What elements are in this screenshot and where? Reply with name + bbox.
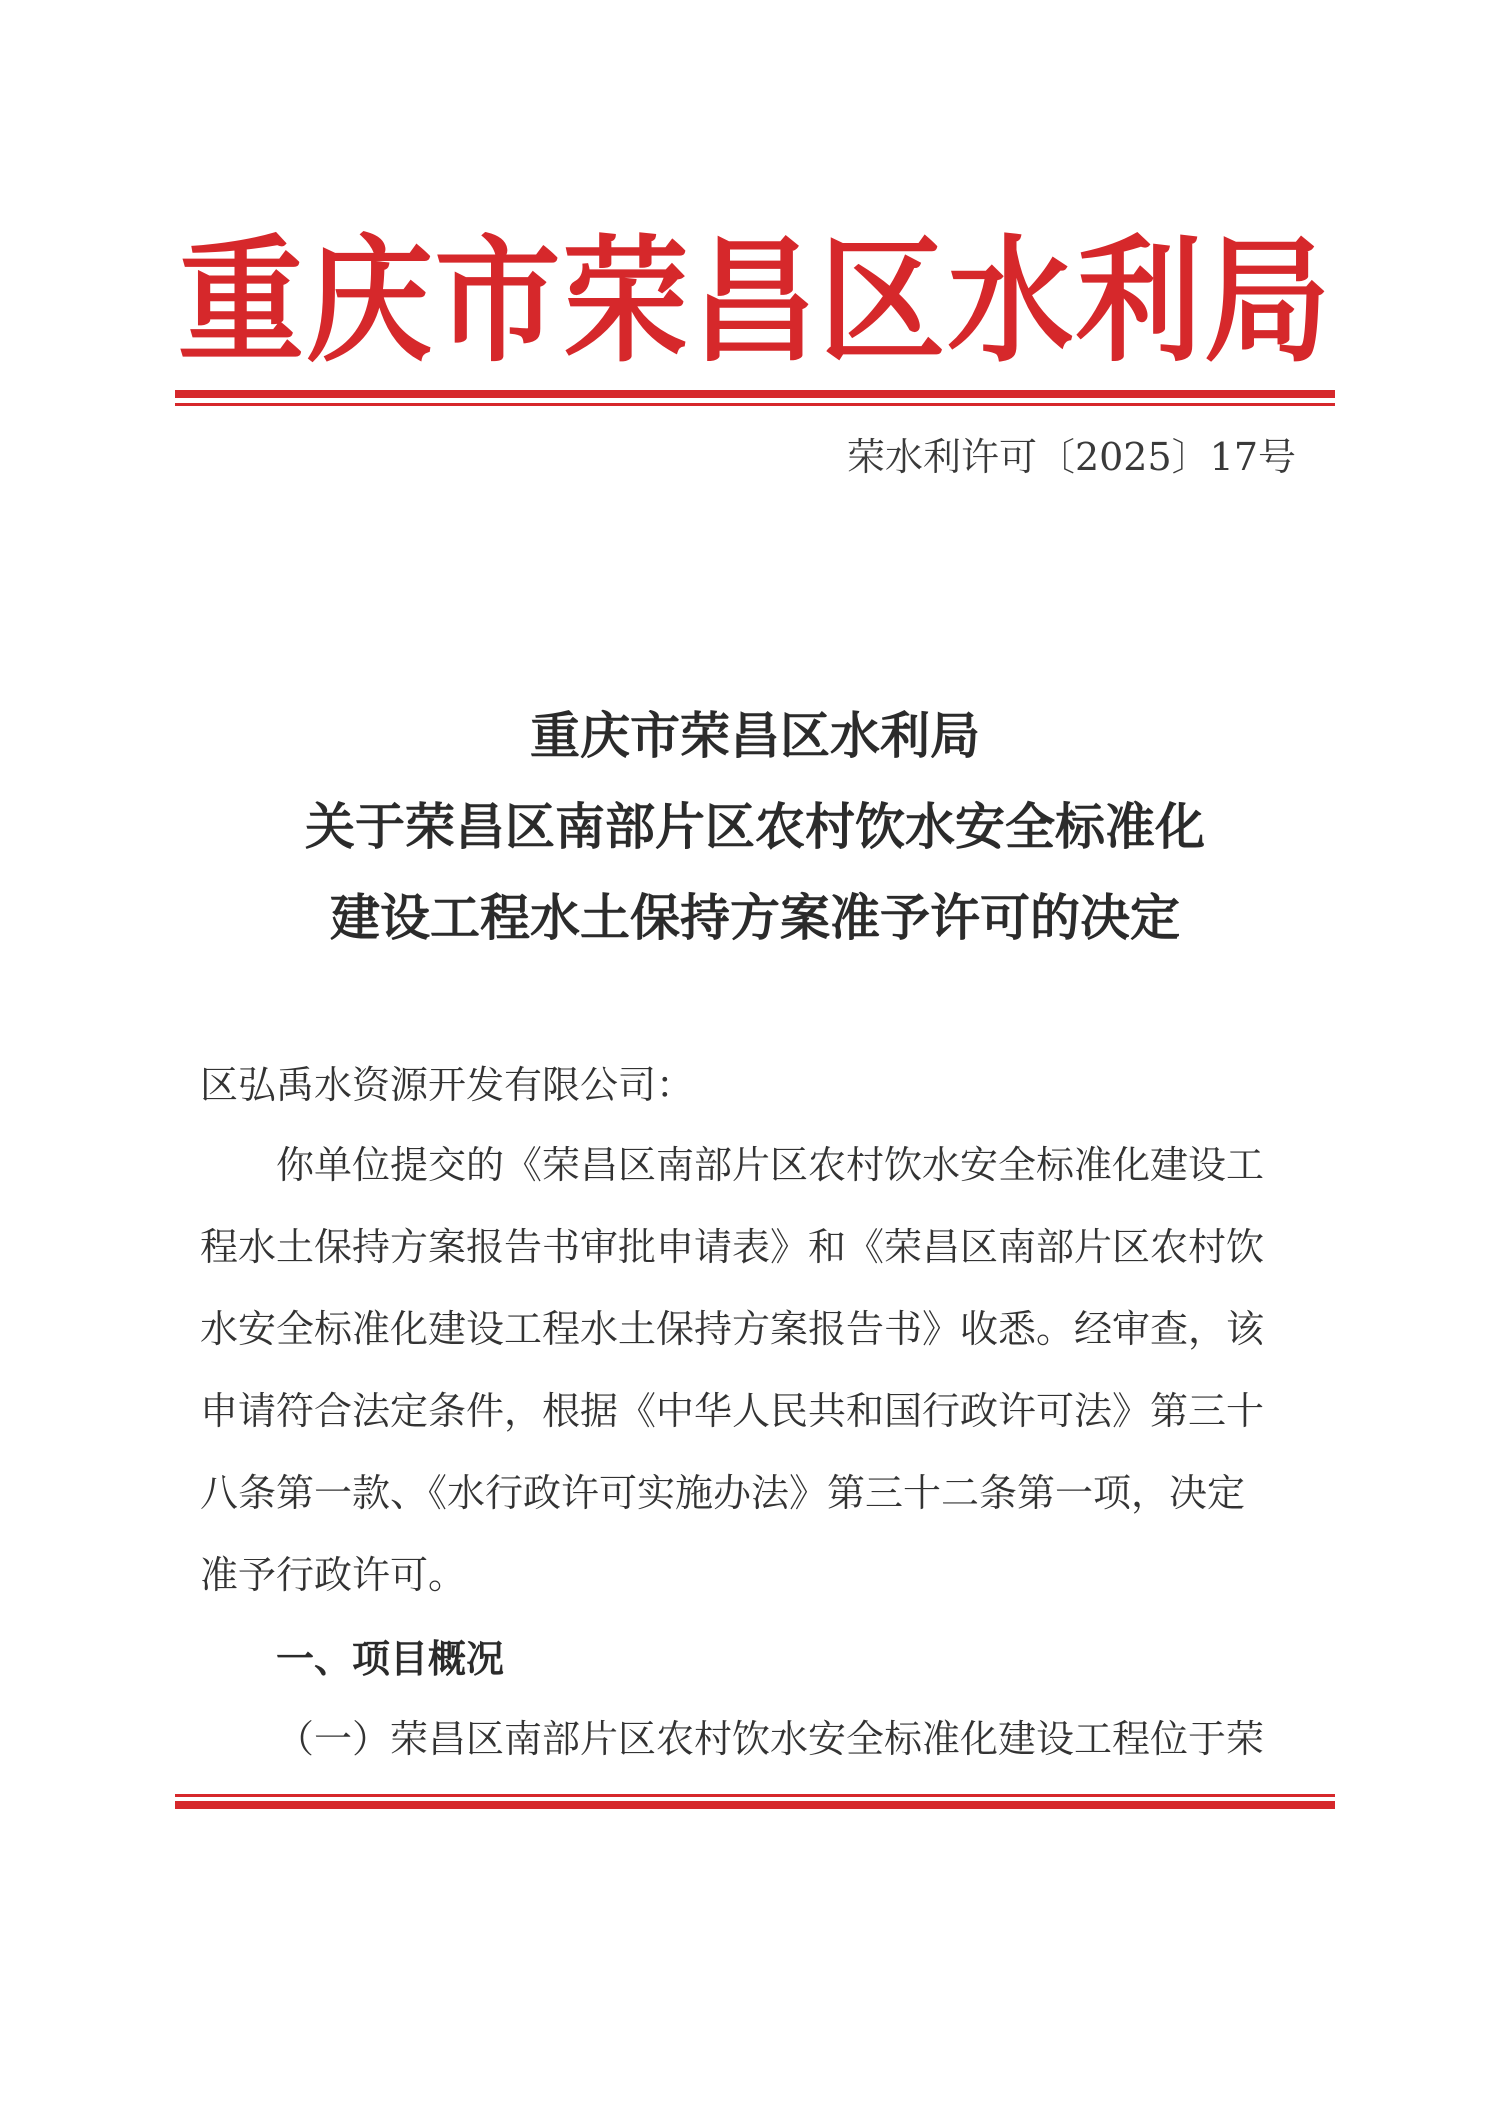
masthead-char: 昌 — [691, 222, 817, 381]
masthead-char: 局 — [1204, 222, 1330, 381]
paragraph-2-line: （一）荣昌区南部片区农村饮水安全标准化建设工程位于荣 — [276, 1717, 1265, 1761]
masthead-char: 庆 — [306, 222, 433, 381]
masthead-char: 重 — [178, 222, 304, 381]
document-title-line-1: 重庆市荣昌区水利局 — [530, 707, 980, 765]
paragraph-1-line: 你单位提交的《荣昌区南部片区农村饮水安全标准化建设工 — [276, 1143, 1265, 1187]
masthead-char: 水 — [947, 222, 1074, 381]
paragraph-2 — [200, 1698, 1310, 1780]
paragraph-1 — [200, 1124, 1310, 1616]
paragraph-1-line: 水安全标准化建设工程水土保持方案报告书》收悉。经审查，该 — [200, 1307, 1265, 1351]
section-heading-project-overview: 一、项目概况 — [276, 1637, 505, 1681]
document-title-line-2: 关于荣昌区南部片区农村饮水安全标准化 — [305, 798, 1205, 856]
paragraph-1-line: 程水土保持方案报告书审批申请表》和《荣昌区南部片区农村饮 — [200, 1225, 1265, 1269]
document-number: 荣水利许可〔2025〕17号 — [846, 435, 1296, 479]
document-title-line-3: 建设工程水土保持方案准予许可的决定 — [330, 889, 1180, 947]
masthead-char: 利 — [1075, 222, 1202, 381]
masthead-char: 市 — [434, 222, 561, 381]
paragraph-1-line: 申请符合法定条件，根据《中华人民共和国行政许可法》第三十 — [200, 1389, 1265, 1433]
masthead-char: 区 — [819, 222, 946, 381]
header-rule-thick — [175, 390, 1335, 398]
footer-rule-thin — [175, 1794, 1335, 1797]
paragraph-1-line: 八条第一款、《水行政许可实施办法》第三十二条第一项，决定 — [200, 1471, 1246, 1515]
footer-rule-thick — [175, 1801, 1335, 1809]
addressee — [200, 1044, 1310, 1126]
header-rule-thin — [175, 403, 1335, 406]
masthead-char: 荣 — [562, 222, 689, 381]
agency-masthead — [178, 222, 1330, 382]
addressee-text: 区弘禹水资源开发有限公司： — [200, 1063, 695, 1107]
paragraph-1-line: 准予行政许可。 — [200, 1553, 467, 1597]
